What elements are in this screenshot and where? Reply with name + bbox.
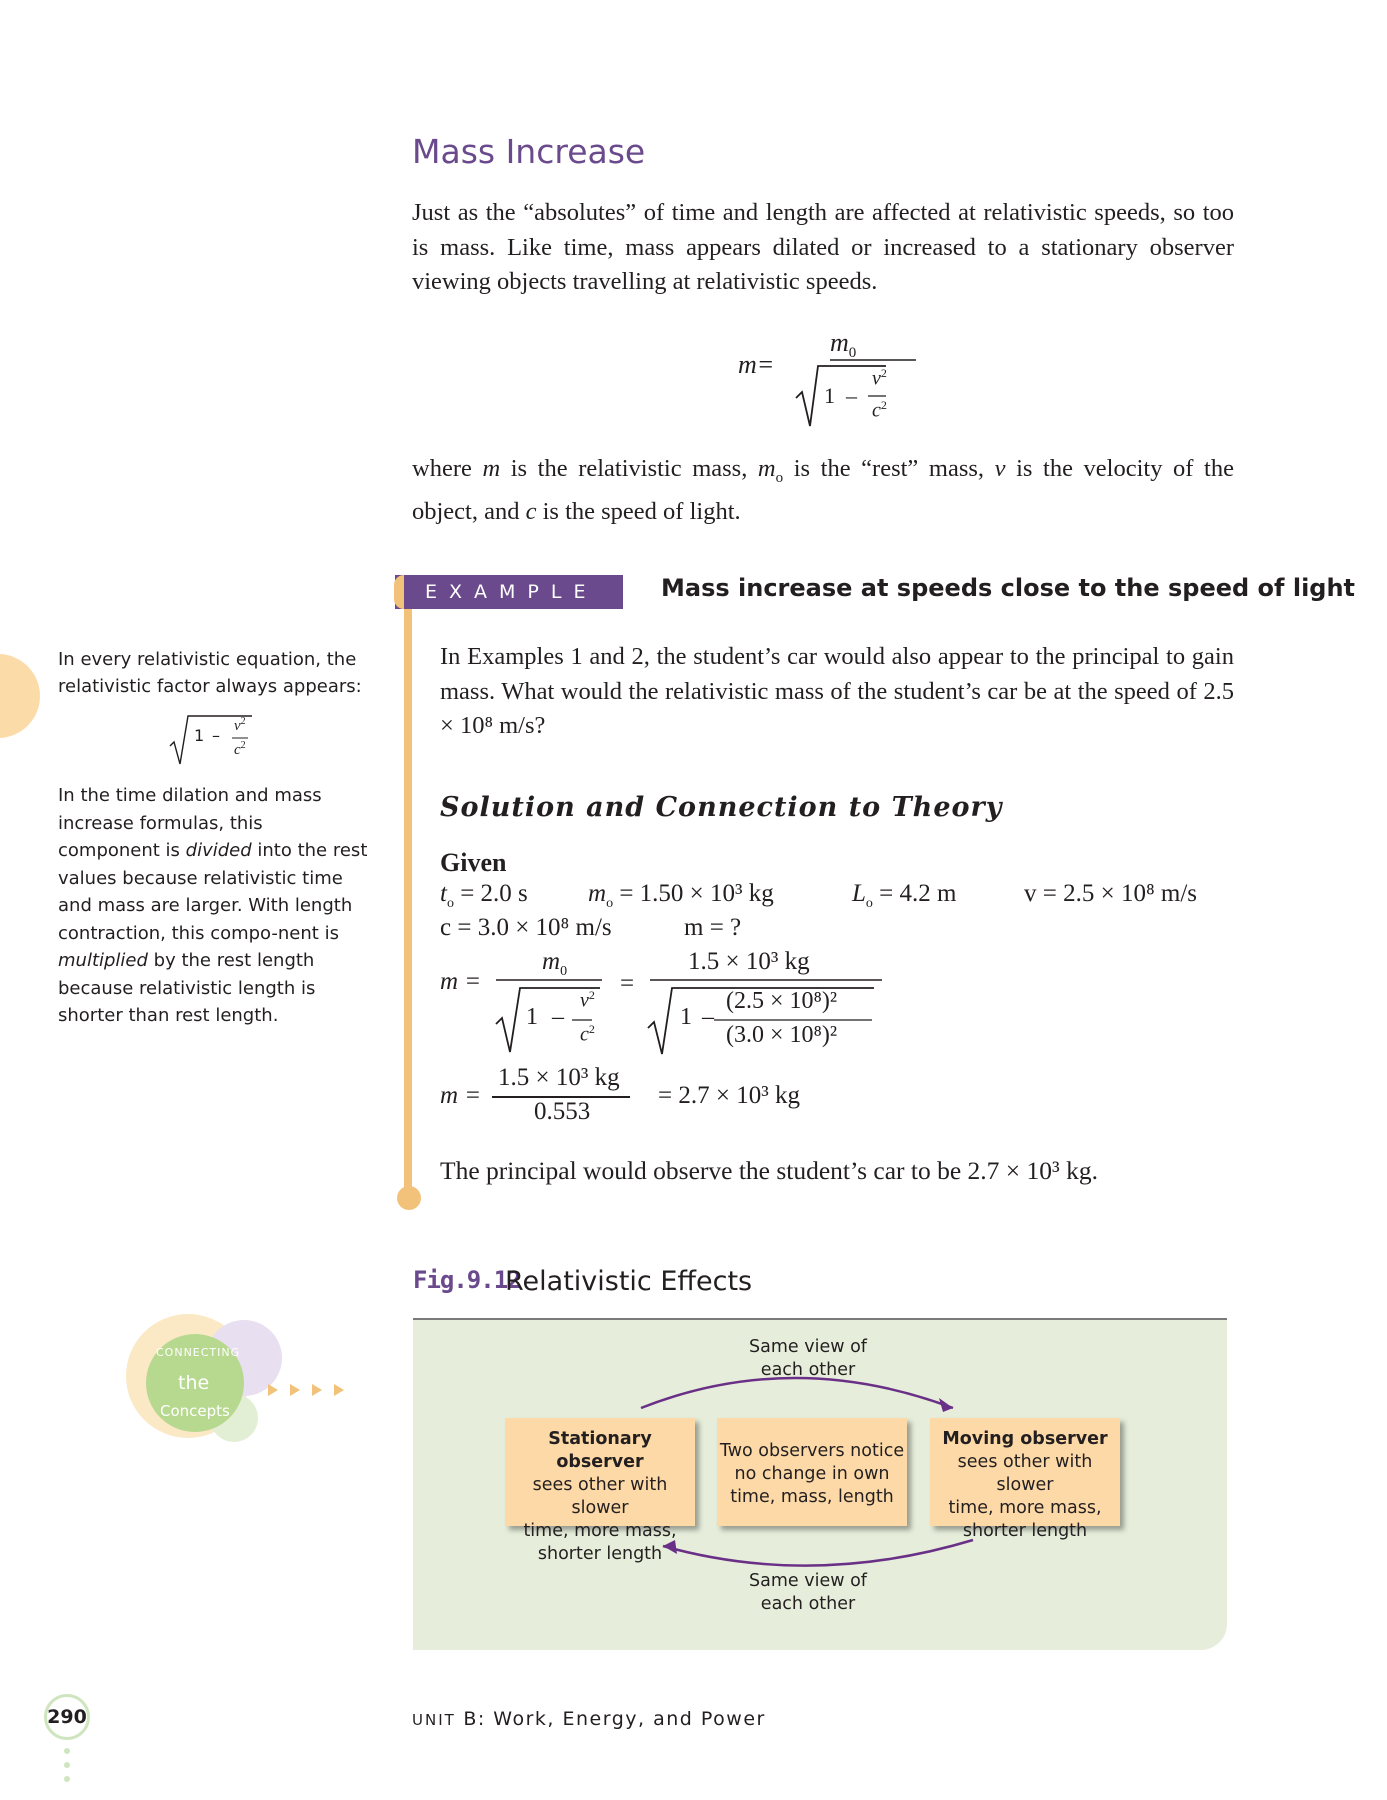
given-m: m = ? xyxy=(684,914,742,941)
given-m0: $m_o = 1.50 \times 10^3$ kg xyxy=(588,880,774,911)
given-v: v = 2.5 × 10⁸ m/s xyxy=(1024,880,1198,907)
section-title: Mass Increase xyxy=(412,132,646,171)
calc-line-2 xyxy=(440,1064,840,1134)
formula-numerator: $m_0$ xyxy=(830,328,857,362)
badge-mid: the xyxy=(178,1372,210,1394)
calc2-lhs: m = xyxy=(440,1082,482,1109)
formula-minus: – xyxy=(846,383,857,408)
formula-c2: $c^2$ xyxy=(872,398,887,422)
calc2-den: 0.553 xyxy=(534,1098,591,1125)
example-rail xyxy=(404,602,412,1196)
solution-heading: Solution and Connection to Theory xyxy=(440,792,1003,823)
connecting-concepts-badge xyxy=(118,1306,378,1466)
intro-paragraph: Just as the “absolutes” of time and length are affected at relativistic speeds, so too is mass. Like time, mass appears dilated or increased to a stationary observer viewing objects travelling at relativistic speeds. xyxy=(412,199,1234,295)
calc-numerator: 1.5 × 10³ kg xyxy=(688,948,810,975)
calc-frac-num: (2.5 × 10⁸)² xyxy=(726,988,838,1014)
calc-m0: $m_0$ xyxy=(542,948,568,979)
sidebar-v2: $v^2$ xyxy=(234,716,246,734)
observers-notice-box: Two observers notice no change in own time, mass, length xyxy=(717,1418,907,1526)
formula-radical xyxy=(788,330,918,430)
figure-top-note: Same view of each other xyxy=(749,1337,867,1380)
figure-label: Fig.9.12 xyxy=(413,1266,521,1294)
calc2-result: = 2.7 × 10³ kg xyxy=(658,1082,800,1109)
example-problem: In Examples 1 and 2, the student’s car would also appear to the principal to gain mass. What would the relativistic mass of the student’s car be at the speed of 2.5 × 10⁸ m/s? xyxy=(440,643,1234,739)
badge-arrows-icon xyxy=(268,1382,368,1398)
calc-lhs: m = xyxy=(440,968,482,995)
page-number: 290 xyxy=(44,1694,90,1740)
example-title: Mass increase at speeds close to the speed of light xyxy=(661,574,1356,602)
sidebar-one: 1 xyxy=(194,726,205,745)
example-rail-end xyxy=(397,1186,421,1210)
formula-lhs: m= xyxy=(738,350,775,379)
figure-title: Relativistic Effects xyxy=(505,1266,753,1297)
sidebar-minus: – xyxy=(212,726,220,745)
moving-observer-box: Moving observer sees other with slower time, more mass, shorter length xyxy=(930,1418,1120,1526)
calc-v2: $v^2$ xyxy=(580,988,595,1012)
calc2-num: 1.5 × 10³ kg xyxy=(498,1064,620,1091)
footer-unit: UNIT B: Work, Energy, and Power xyxy=(412,1708,766,1730)
given-t0: $t_o = 2.0$ s xyxy=(440,880,528,911)
calc-frac-den: (3.0 × 10⁸)² xyxy=(726,1022,838,1048)
example-tab: EXAMPLE 3 xyxy=(395,575,623,609)
stationary-observer-box: Stationary observer sees other with slower time, more mass, shorter length xyxy=(505,1418,695,1526)
sidebar-c2: $c^2$ xyxy=(234,740,246,758)
given-L0: $L_o = 4.2$ m xyxy=(852,880,957,911)
given-label: Given xyxy=(440,848,507,877)
formula-one: 1 xyxy=(824,383,835,408)
badge-top: CONNECTING xyxy=(156,1346,241,1359)
where-paragraph: where m is the relativistic mass, $m_o$ is the “rest” mass, v is the velocity of the object, and c is the speed of light. xyxy=(412,455,1234,526)
mass-formula xyxy=(738,330,908,430)
calc-minus: – xyxy=(552,1004,564,1030)
sidebar-note-2: In the time dilation and mass increase formulas, this component is divided into the rest values because relativistic time and mass are larger. With length contraction, this compo-nent is multiplied by the rest length because relativistic length is shorter than rest length. xyxy=(58,785,368,1026)
badge-bottom: Concepts xyxy=(160,1402,230,1420)
sidebar-marker xyxy=(0,654,40,738)
given-c: c = 3.0 × 10⁸ m/s xyxy=(440,914,612,941)
calc-one-2: 1 xyxy=(680,1004,692,1030)
calc-line-1 xyxy=(440,950,880,1060)
formula-v2: $v^2$ xyxy=(872,366,887,390)
calc-one: 1 xyxy=(526,1004,538,1030)
figure-bottom-note: Same view of each other xyxy=(749,1571,867,1614)
example-tab-cap xyxy=(394,575,404,609)
sidebar-note-1: In every relativistic equation, the relativistic factor always appears: xyxy=(58,649,362,697)
calc-c2: $c^2$ xyxy=(580,1022,595,1046)
example-conclusion: The principal would observe the student’s car to be 2.7 × 10³ kg. xyxy=(440,1156,1098,1185)
calc-equals: = xyxy=(620,970,635,997)
calc-minus-2: – xyxy=(702,1004,714,1030)
sidebar-factor xyxy=(168,708,258,768)
